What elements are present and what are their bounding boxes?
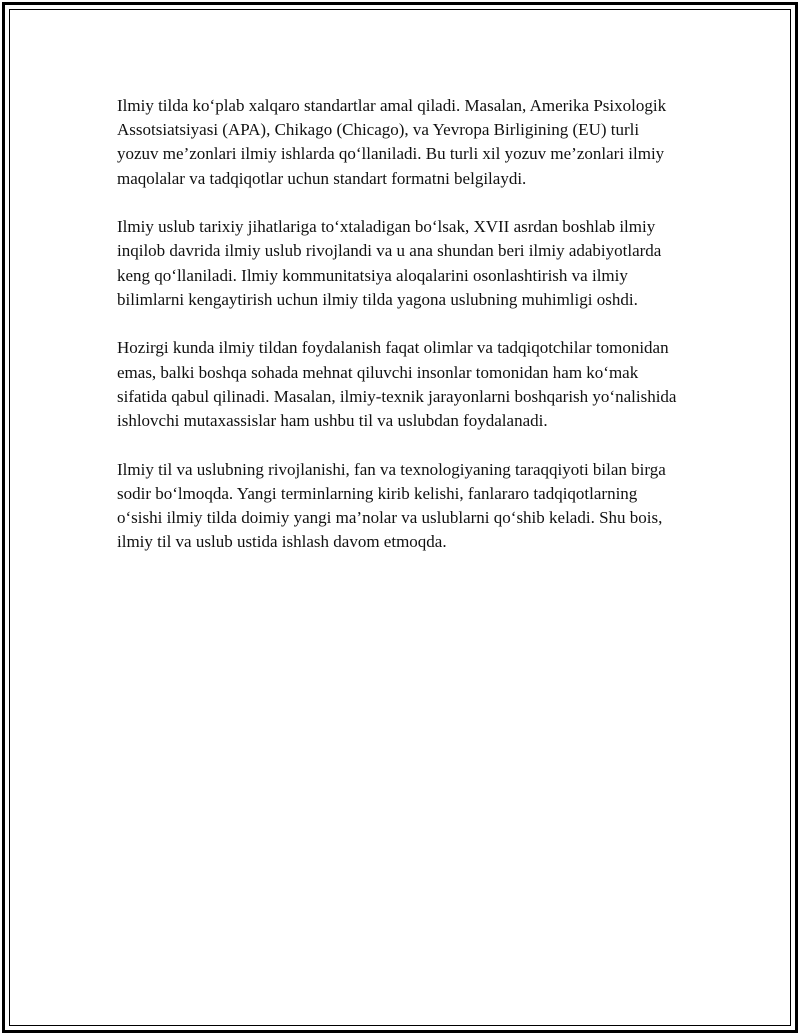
document-body — [117, 94, 683, 579]
paragraph-4: Ilmiy til va uslubning rivojlanishi, fan va texnologiyaning taraqqiyoti bilan birga sodir bo‘lmoqda. Yangi terminlarning kirib kelishi, fanlararo tadqiqotlarning o‘sishi ilmiy tilda doimiy yangi ma’nolar va uslublarni qo‘shib keladi. Shu bois, ilmiy til va uslub ustida ishlash davom etmoqda. — [117, 459, 666, 552]
paragraph-2: Ilmiy uslub tarixiy jihatlariga to‘xtaladigan bo‘lsak, XVII asrdan boshlab ilmiy inqilob davrida ilmiy uslub rivojlandi va u ana shundan beri ilmiy adabiyotlarda keng qo‘llaniladi. Ilmiy kommunitatsiya aloqalarini osonlashtirish va ilmiy bilimlarni kengaytirish uchun ilmiy tilda yagona uslubning muhimligi oshdi. — [117, 217, 662, 309]
paragraph-1: Ilmiy tilda ko‘plab xalqaro standartlar amal qiladi. Masalan, Amerika Psixologik Assotsiatsiyasi (APA), Chikago (Chicago), va Yevropa Birligining (EU) turli yozuv me’zonlari ilmiy ishlarda qo‘llaniladi. Bu turli xil yozuv me’zonlari ilmiy maqolalar va tadqiqotlar uchun standart formatni belgilaydi. — [117, 96, 667, 188]
paragraph-3: Hozirgi kunda ilmiy tildan foydalanish faqat olimlar va tadqiqotchilar tomonidan emas, balki boshqa sohada mehnat qiluvchi insonlar tomonidan ham ko‘mak sifatida qabul qilinadi. Masalan, ilmiy-texnik jarayonlarni boshqarish yo‘nalishida ishlovchi mutaxassislar ham ushbu til va uslubdan foydalanadi. — [117, 338, 677, 431]
